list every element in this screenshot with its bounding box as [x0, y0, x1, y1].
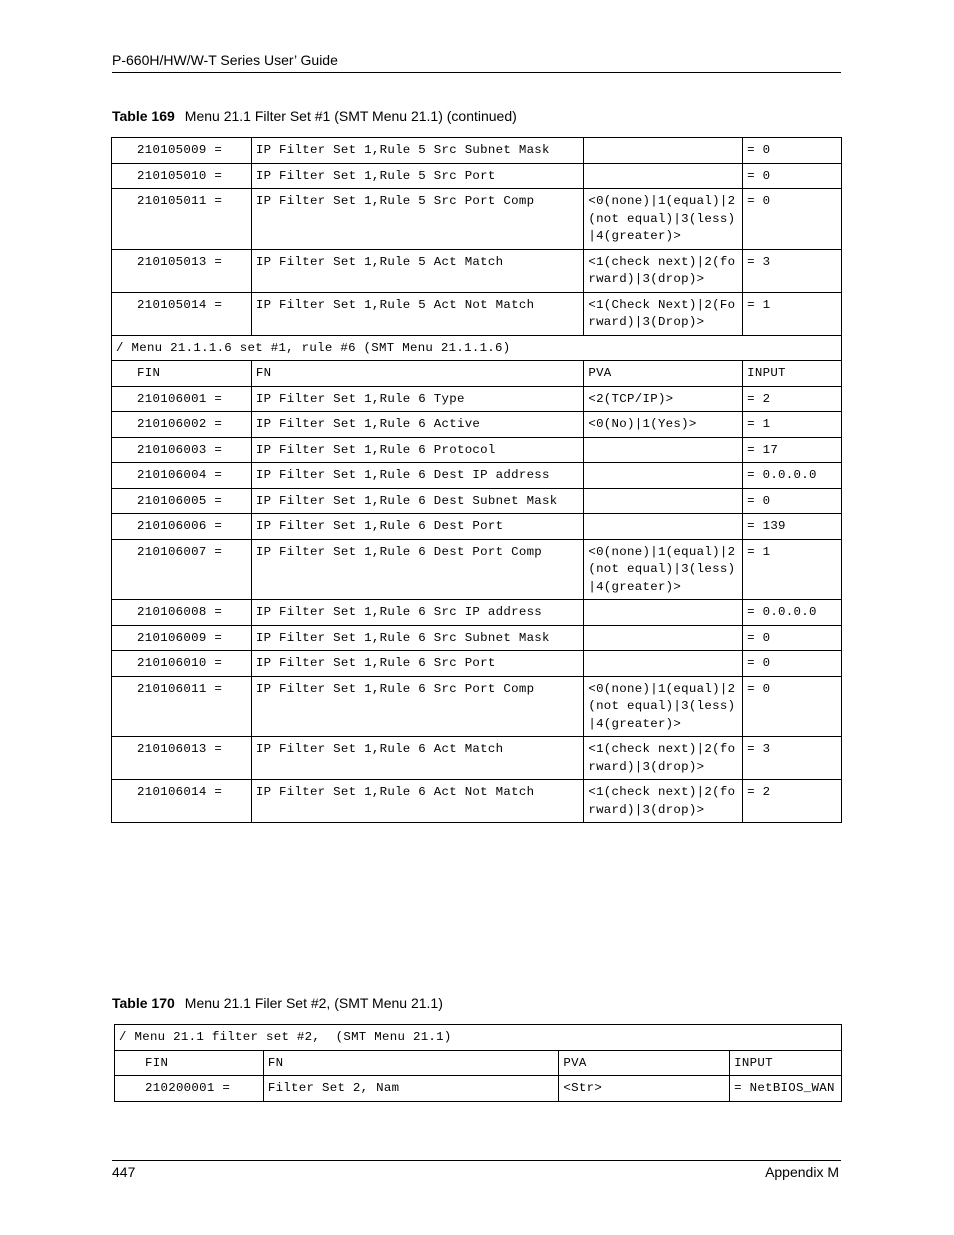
- fn-cell: IP Filter Set 1,Rule 6 Src Port Comp: [251, 676, 584, 737]
- pva-cell: <1(check next)|2(forward)|3(drop)>: [584, 737, 743, 780]
- fin-cell: 210105013 =: [112, 249, 252, 292]
- column-header-fin: FIN: [115, 1050, 264, 1076]
- pva-cell: [584, 463, 743, 489]
- fn-cell: IP Filter Set 1,Rule 6 Act Match: [251, 737, 584, 780]
- fn-cell: IP Filter Set 1,Rule 6 Protocol: [251, 437, 584, 463]
- table-169-caption: [112, 108, 517, 124]
- fn-cell: IP Filter Set 1,Rule 6 Dest Subnet Mask: [251, 488, 584, 514]
- input-cell: = 0: [743, 189, 842, 250]
- fin-cell: 210105011 =: [112, 189, 252, 250]
- table-row: [112, 625, 842, 651]
- pva-cell: [584, 488, 743, 514]
- fn-cell: IP Filter Set 1,Rule 5 Src Port: [251, 163, 584, 189]
- fn-cell: IP Filter Set 1,Rule 6 Type: [251, 386, 584, 412]
- fin-cell: 210106006 =: [112, 514, 252, 540]
- fin-cell: 210106009 =: [112, 625, 252, 651]
- table-row: [115, 1076, 842, 1102]
- table-row: [112, 292, 842, 335]
- pva-cell: <0(none)|1(equal)|2(not equal)|3(less)|4(greater)>: [584, 676, 743, 737]
- pva-cell: <1(Check Next)|2(Forward)|3(Drop)>: [584, 292, 743, 335]
- table-169: [111, 137, 842, 823]
- fn-cell: IP Filter Set 1,Rule 6 Src IP address: [251, 600, 584, 626]
- input-cell: = 3: [743, 737, 842, 780]
- table-170-label: Table 170: [112, 995, 175, 1011]
- table-170: [114, 1024, 842, 1102]
- column-header-pva: PVA: [584, 361, 743, 387]
- input-cell: = 0: [743, 163, 842, 189]
- column-header-fn: FN: [251, 361, 584, 387]
- fin-cell: 210106008 =: [112, 600, 252, 626]
- fin-cell: 210105014 =: [112, 292, 252, 335]
- fin-cell: 210106002 =: [112, 412, 252, 438]
- table-row: [112, 437, 842, 463]
- pva-cell: <0(none)|1(equal)|2(not equal)|3(less)|4(greater)>: [584, 189, 743, 250]
- page-number: 447: [112, 1164, 136, 1180]
- input-cell: = 0: [743, 676, 842, 737]
- input-cell: = 0: [743, 488, 842, 514]
- input-cell: = 1: [743, 412, 842, 438]
- section-row: [112, 335, 842, 361]
- section-row: [115, 1025, 842, 1051]
- table-row: [112, 163, 842, 189]
- footer-section: Appendix M: [765, 1164, 839, 1180]
- table-170-caption: [112, 995, 443, 1011]
- table-row: [112, 737, 842, 780]
- pva-cell: <1(check next)|2(forward)|3(drop)>: [584, 780, 743, 823]
- fin-cell: 210106014 =: [112, 780, 252, 823]
- fn-cell: IP Filter Set 1,Rule 5 Act Not Match: [251, 292, 584, 335]
- pva-cell: [584, 625, 743, 651]
- fin-cell: 210105009 =: [112, 138, 252, 164]
- fn-cell: IP Filter Set 1,Rule 6 Act Not Match: [251, 780, 584, 823]
- table-170-title: Menu 21.1 Filer Set #2, (SMT Menu 21.1): [184, 995, 443, 1011]
- pva-cell: [584, 437, 743, 463]
- input-cell: = 2: [743, 386, 842, 412]
- guide-title: P-660H/HW/W-T Series User’ Guide: [112, 52, 338, 68]
- pva-cell: [584, 600, 743, 626]
- input-cell: = 0: [743, 625, 842, 651]
- fin-cell: 210200001 =: [115, 1076, 264, 1102]
- pva-cell: <Str>: [559, 1076, 730, 1102]
- column-header-row: [115, 1050, 842, 1076]
- input-cell: = 1: [743, 539, 842, 600]
- table-row: [112, 676, 842, 737]
- table-169-title: Menu 21.1 Filter Set #1 (SMT Menu 21.1) (continued): [184, 108, 517, 124]
- fin-cell: 210106005 =: [112, 488, 252, 514]
- pva-cell: [584, 514, 743, 540]
- table-row: [112, 386, 842, 412]
- input-cell: = 0.0.0.0: [743, 463, 842, 489]
- column-header-row: [112, 361, 842, 387]
- fn-cell: IP Filter Set 1,Rule 6 Dest Port Comp: [251, 539, 584, 600]
- table-row: [112, 189, 842, 250]
- pva-cell: [584, 163, 743, 189]
- table-row: [112, 780, 842, 823]
- pva-cell: <2(TCP/IP)>: [584, 386, 743, 412]
- table-row: [112, 539, 842, 600]
- input-cell: = 0.0.0.0: [743, 600, 842, 626]
- table-row: [112, 463, 842, 489]
- fin-cell: 210106004 =: [112, 463, 252, 489]
- table-row: [112, 514, 842, 540]
- input-cell: = NetBIOS_WAN: [730, 1076, 842, 1102]
- section-title: / Menu 21.1.1.6 set #1, rule #6 (SMT Menu 21.1.1.6): [112, 335, 842, 361]
- fin-cell: 210105010 =: [112, 163, 252, 189]
- fn-cell: IP Filter Set 1,Rule 6 Src Subnet Mask: [251, 625, 584, 651]
- input-cell: = 17: [743, 437, 842, 463]
- table-row: [112, 249, 842, 292]
- column-header-input: INPUT: [730, 1050, 842, 1076]
- fn-cell: IP Filter Set 1,Rule 6 Src Port: [251, 651, 584, 677]
- pva-cell: <0(No)|1(Yes)>: [584, 412, 743, 438]
- table-row: [112, 600, 842, 626]
- input-cell: = 139: [743, 514, 842, 540]
- input-cell: = 0: [743, 651, 842, 677]
- input-cell: = 0: [743, 138, 842, 164]
- fn-cell: IP Filter Set 1,Rule 5 Src Port Comp: [251, 189, 584, 250]
- page-footer: [112, 1160, 841, 1180]
- fin-cell: 210106003 =: [112, 437, 252, 463]
- input-cell: = 2: [743, 780, 842, 823]
- fn-cell: IP Filter Set 1,Rule 5 Act Match: [251, 249, 584, 292]
- pva-cell: [584, 138, 743, 164]
- fin-cell: 210106001 =: [112, 386, 252, 412]
- column-header-fin: FIN: [112, 361, 252, 387]
- fn-cell: IP Filter Set 1,Rule 6 Dest IP address: [251, 463, 584, 489]
- pva-cell: <0(none)|1(equal)|2(not equal)|3(less)|4(greater)>: [584, 539, 743, 600]
- page-header: [112, 52, 841, 73]
- table-169-label: Table 169: [112, 108, 175, 124]
- section-title: / Menu 21.1 filter set #2, (SMT Menu 21.1): [115, 1025, 842, 1051]
- table-row: [112, 138, 842, 164]
- input-cell: = 3: [743, 249, 842, 292]
- column-header-input: INPUT: [743, 361, 842, 387]
- fn-cell: Filter Set 2, Nam: [263, 1076, 559, 1102]
- fn-cell: IP Filter Set 1,Rule 6 Dest Port: [251, 514, 584, 540]
- pva-cell: [584, 651, 743, 677]
- fin-cell: 210106007 =: [112, 539, 252, 600]
- fin-cell: 210106010 =: [112, 651, 252, 677]
- fin-cell: 210106011 =: [112, 676, 252, 737]
- fn-cell: IP Filter Set 1,Rule 5 Src Subnet Mask: [251, 138, 584, 164]
- fin-cell: 210106013 =: [112, 737, 252, 780]
- pva-cell: <1(check next)|2(forward)|3(drop)>: [584, 249, 743, 292]
- column-header-pva: PVA: [559, 1050, 730, 1076]
- table-row: [112, 488, 842, 514]
- table-row: [112, 412, 842, 438]
- input-cell: = 1: [743, 292, 842, 335]
- column-header-fn: FN: [263, 1050, 559, 1076]
- table-row: [112, 651, 842, 677]
- fn-cell: IP Filter Set 1,Rule 6 Active: [251, 412, 584, 438]
